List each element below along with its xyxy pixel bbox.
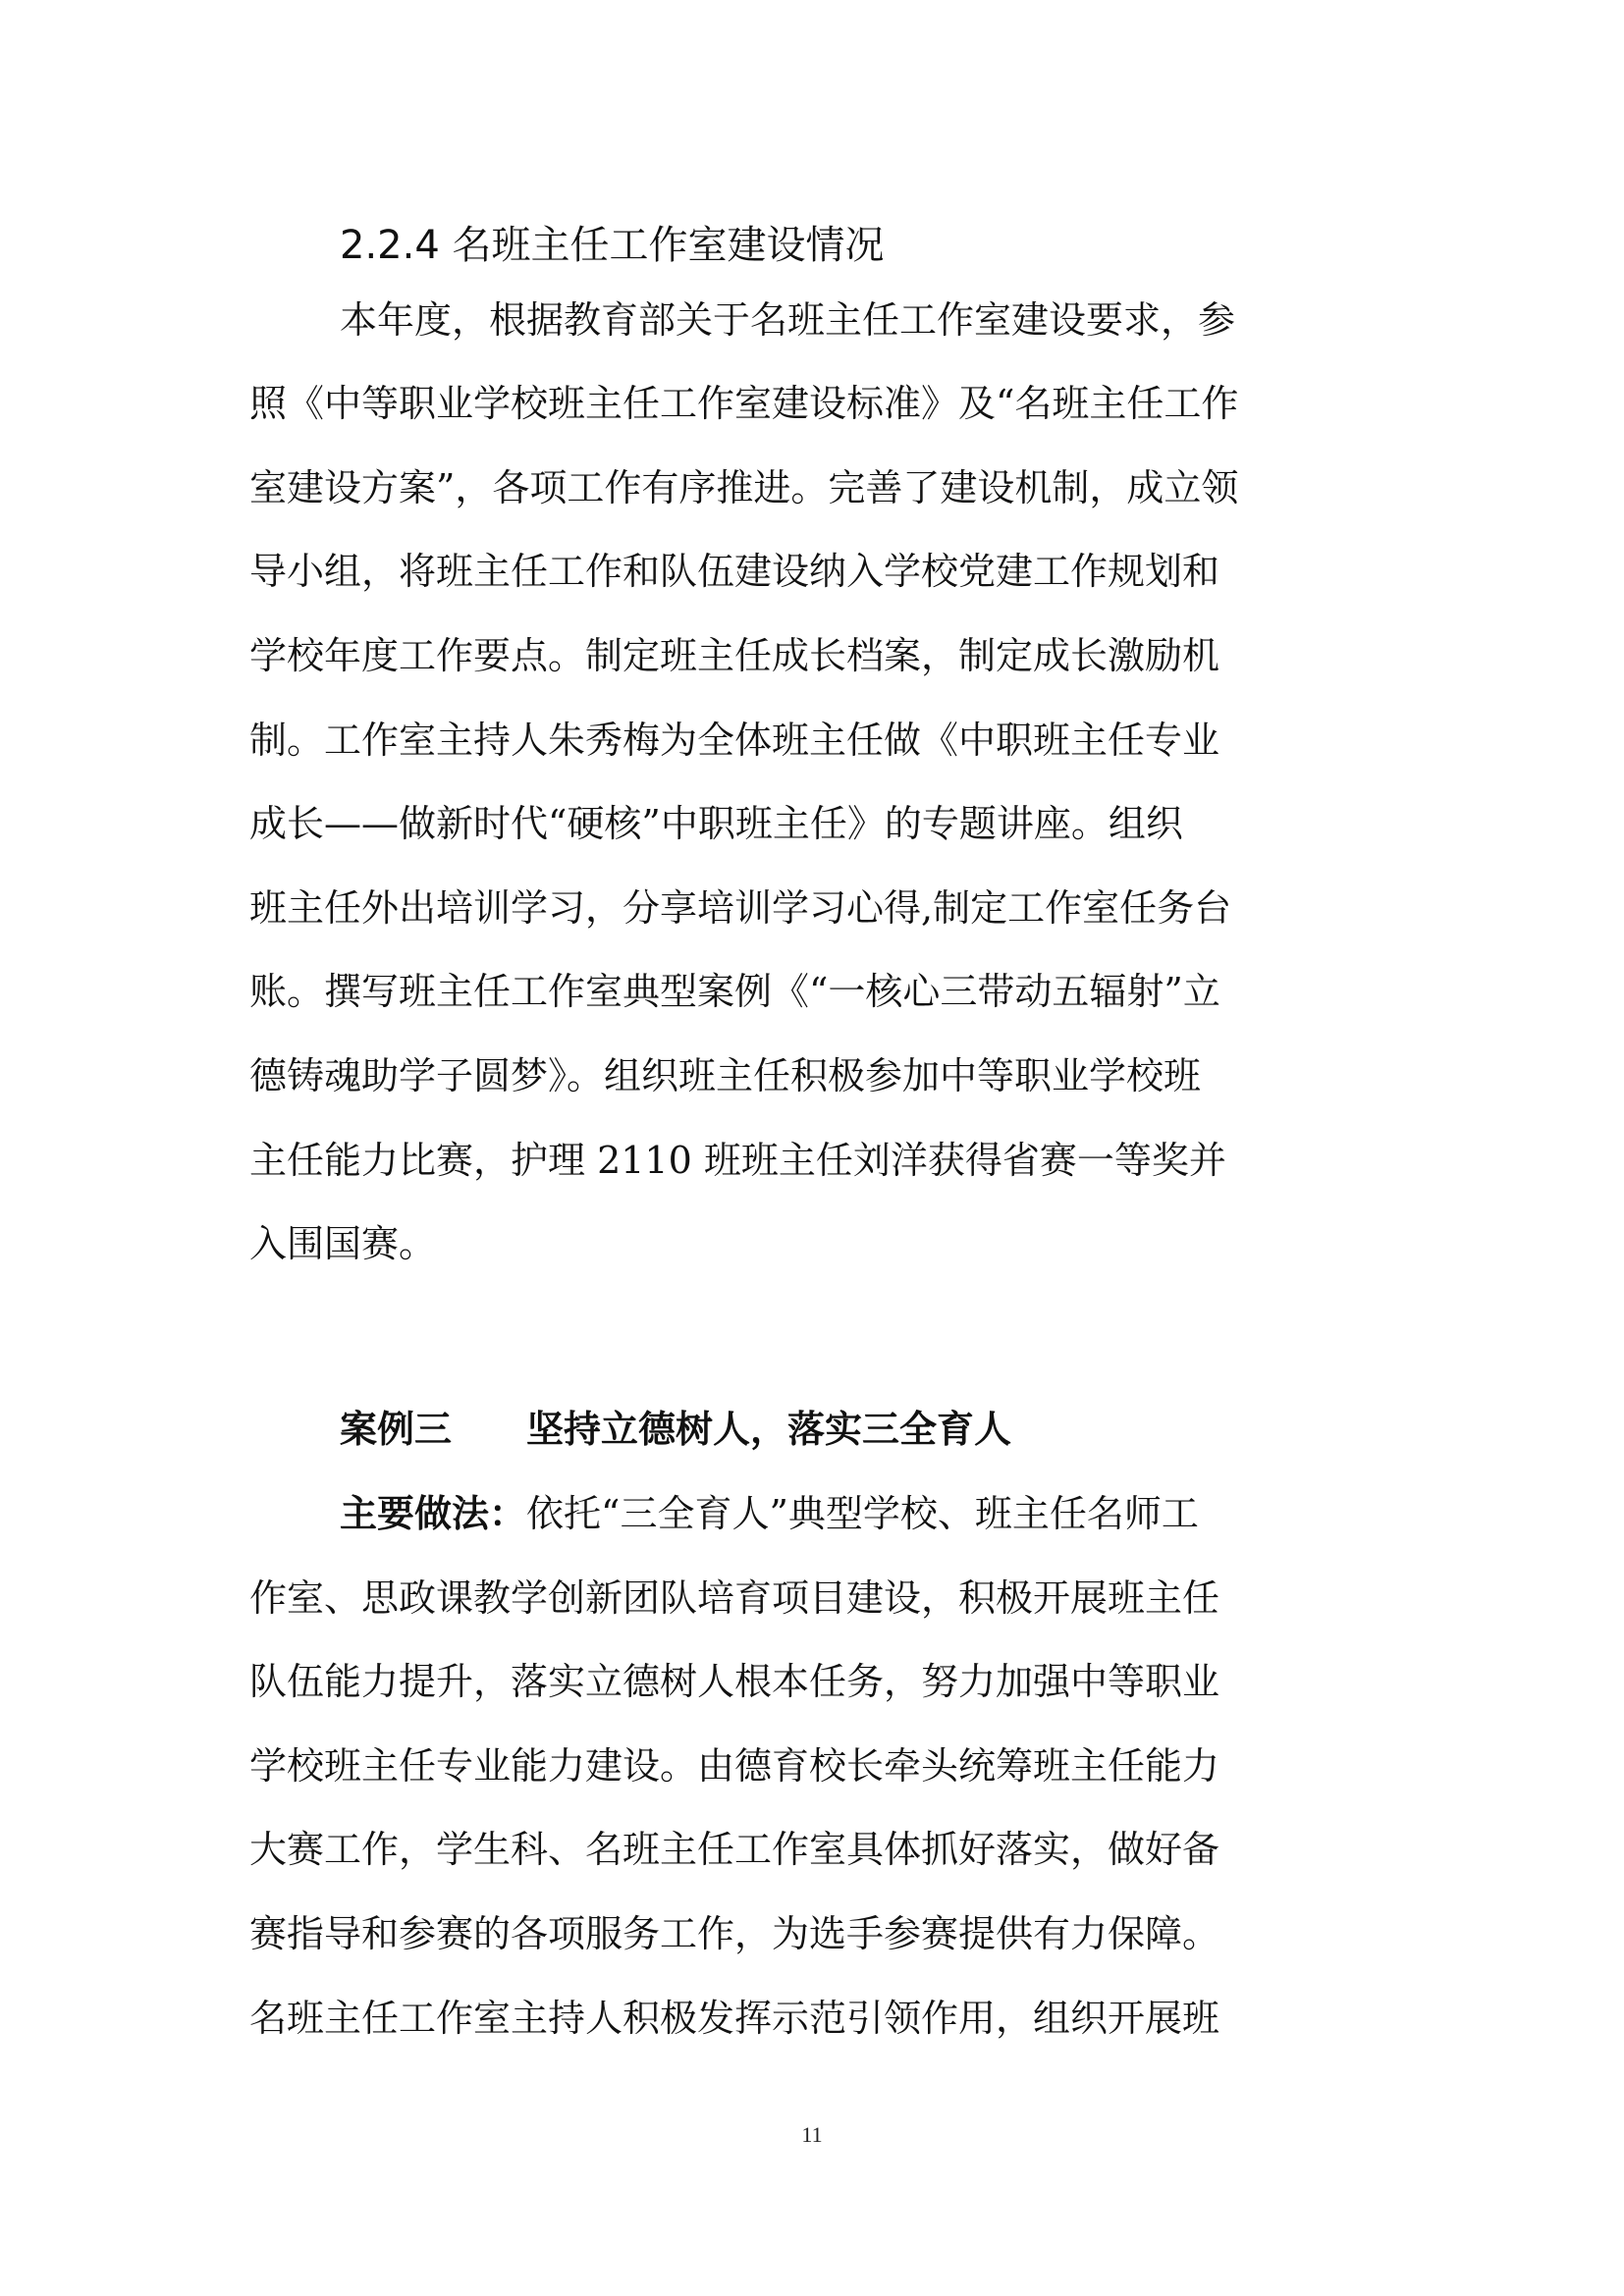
paragraph-line: 班主任外出培训学习，分享培训学习心得,制定工作室任务台	[249, 886, 1232, 930]
case-lead-line	[340, 1490, 1199, 1537]
case-lead-text: 依托“三全育人”典型学校、班主任名师工	[526, 1492, 1199, 1535]
paragraph-line: 作室、思政课教学创新团队培育项目建设，积极开展班主任	[249, 1576, 1220, 1620]
section-heading: 2.2.4 名班主任工作室建设情况	[340, 223, 885, 268]
paragraph-line: 德铸魂助学子圆梦》。组织班主任积极参加中等职业学校班	[249, 1054, 1202, 1097]
paragraph-line: 入围国赛。	[249, 1222, 437, 1265]
paragraph-line: 导小组，将班主任工作和队伍建设纳入学校党建工作规划和	[249, 550, 1220, 593]
paragraph-line: 室建设方案”，各项工作有序推进。完善了建设机制，成立领	[249, 466, 1239, 509]
paragraph-line: 账。撰写班主任工作室典型案例《“一核心三带动五辐射”立	[249, 970, 1220, 1013]
paragraph-line: 学校年度工作要点。制定班主任成长档案，制定成长激励机	[249, 634, 1220, 677]
paragraph-line: 大赛工作，学生科、名班主任工作室具体抓好落实，做好备	[249, 1828, 1220, 1871]
paragraph-line: 成长——做新时代“硬核”中职班主任》的专题讲座。组织	[249, 802, 1183, 845]
paragraph-line: 制。工作室主持人朱秀梅为全体班主任做《中职班主任专业	[249, 719, 1220, 762]
paragraph-line: 名班主任工作室主持人积极发挥示范引领作用，组织开展班	[249, 1997, 1220, 2040]
page-number: 11	[801, 2122, 823, 2147]
case-lead-label: 主要做法：	[340, 1492, 527, 1535]
case-heading: 案例三 坚持立德树人，落实三全育人	[340, 1408, 1012, 1451]
paragraph-line: 照《中等职业学校班主任工作室建设标准》及“名班主任工作	[249, 382, 1239, 425]
paragraph-line: 本年度，根据教育部关于名班主任工作室建设要求，参	[340, 298, 1236, 342]
paragraph-line: 赛指导和参赛的各项服务工作，为选手参赛提供有力保障。	[249, 1912, 1220, 1955]
paragraph-line: 队伍能力提升，落实立德树人根本任务，努力加强中等职业	[249, 1660, 1220, 1703]
paragraph-line: 学校班主任专业能力建设。由德育校长牵头统筹班主任能力	[249, 1744, 1220, 1788]
paragraph-line: 主任能力比赛，护理 2110 班班主任刘洋获得省赛一等奖并	[249, 1139, 1226, 1182]
